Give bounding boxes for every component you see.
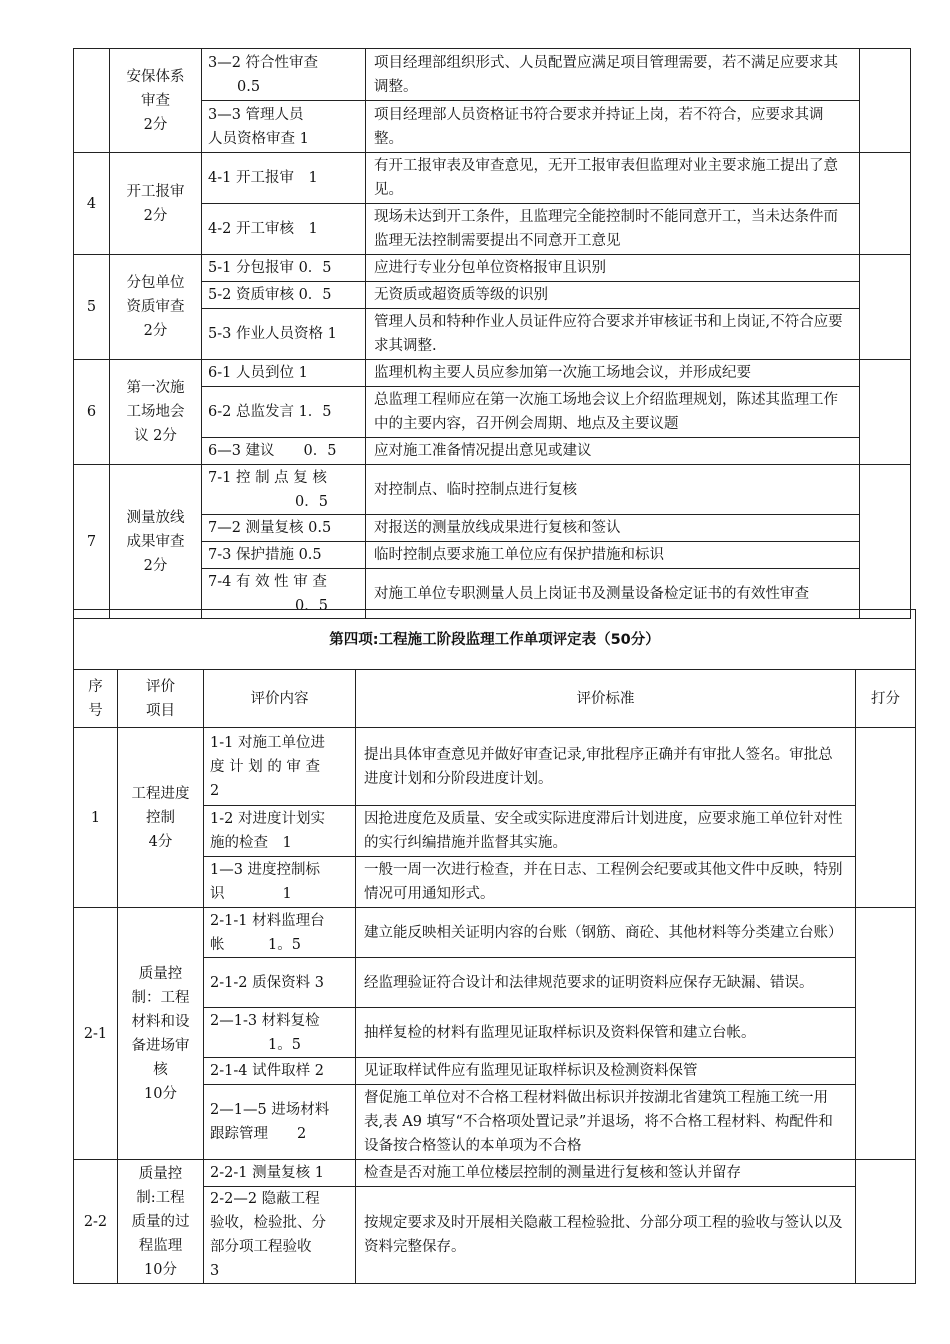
evaluation-content-line: 2-1-4 试件取样 2 [210,1063,324,1079]
evaluation-content-line: 2-1-1 材料监理台 [210,912,325,929]
evaluation-item-line: 分包单位 [126,275,185,291]
evaluation-item [110,255,202,360]
evaluation-item-line: 第一次施 [126,380,185,396]
evaluation-content [204,1085,356,1160]
evaluation-item-line: 2分 [143,207,168,224]
evaluation-item-line: 审查 [141,92,170,109]
header-item [118,670,204,728]
evaluation-content-line: 3—3 管理人员 [208,106,304,123]
evaluation-standard: 总监理工程师应在第一次施工场地会议上介绍监理规划，陈述其监理工作中的主要内容，召开例会周期、地点及主要议题 [366,387,860,438]
evaluation-item-line: 开工报审 [126,183,185,200]
evaluation-content-line: 识 1 [210,886,292,902]
evaluation-content-line: 2-2—2 隐蔽工程 [210,1191,320,1207]
evaluation-content-line: 1-1 对施工单位进 [210,734,325,751]
evaluation-standard: 应对施工准备情况提出意见或建议 [366,438,860,465]
row-number: 2-1 [74,908,118,1160]
evaluation-item-line: 成果审查 [126,533,185,550]
evaluation-item [110,360,202,465]
evaluation-content [202,465,366,515]
evaluation-content [204,806,356,857]
header-item-line: 项目 [146,702,175,719]
section3-body [74,49,911,619]
evaluation-standard: 检查是否对施工单位楼层控制的测量进行复核和签认并留存 [356,1160,856,1187]
evaluation-content-line: 度 计 划 的 审 查 [210,758,321,775]
row-number: 2-2 [74,1160,118,1284]
evaluation-content-line: 0.5 [208,78,261,95]
header-score: 打分 [856,670,916,728]
evaluation-content-line: 1-2 对进度计划实 [210,811,325,827]
score-cell[interactable] [860,360,911,465]
evaluation-standard: 抽样复检的材料有监理见证取样标识及资料保管和建立台帐。 [356,1008,856,1058]
evaluation-content-line: 验收，检验批、分 [210,1215,326,1231]
evaluation-standard: 无资质或超资质等级的识别 [366,282,860,309]
evaluation-content-line: 施的检查 1 [210,835,292,851]
evaluation-standard: 有开工报审表及审查意见，无开工报审表但监理对业主要求施工提出了意见。 [366,153,860,204]
evaluation-standard: 项目经理部组织形式、人员配置应满足项目管理需要，若不满足应要求其调整。 [366,49,860,101]
evaluation-item-line: 安保体系 [126,68,185,85]
evaluation-item-line: 2分 [143,323,168,339]
section4-body [74,610,916,1284]
table-row [74,728,916,806]
evaluation-content-line: 0．5 [208,597,328,614]
evaluation-item-line: 备进场审 [131,1037,190,1054]
row-number: 7 [74,465,110,619]
evaluation-item-line: 议 2分 [134,428,177,444]
evaluation-content-line: 1—3 进度控制标 [210,862,321,878]
evaluation-standard: 对控制点、临时控制点进行复核 [366,465,860,515]
evaluation-standard: 提出具体审查意见并做好审查记录,审批程序正确并有审批人签名。审批总进度计划和分阶段进度计划。 [356,728,856,806]
table-row [74,49,911,101]
table-row [74,360,911,387]
evaluation-standard: 建立能反映相关证明内容的台账（钢筋、商砼、其他材料等分类建立台账） [356,908,856,958]
evaluation-standard: 对报送的测量放线成果进行复核和签认 [366,515,860,542]
score-cell[interactable] [860,465,911,619]
evaluation-item-line: 程监理 [138,1237,183,1254]
evaluation-content-line: 0．5 [208,493,328,510]
evaluation-item-line: 测量放线 [126,509,185,526]
section4-table [73,609,916,1284]
evaluation-content [202,387,366,438]
evaluation-content [204,857,356,908]
evaluation-item-line: 10分 [144,1085,177,1102]
evaluation-content [202,101,366,153]
evaluation-item-line: 工场地会 [126,404,185,420]
evaluation-content [202,515,366,542]
evaluation-content [204,1187,356,1284]
evaluation-item-line: 4分 [148,833,173,850]
evaluation-content-line: 5-2 资质审核 0．5 [208,287,332,303]
evaluation-item [110,153,202,255]
evaluation-standard: 一般一周一次进行检查，并在日志、工程例会纪要或其他文件中反映，特别情况可用通知形式。 [356,857,856,908]
evaluation-content [202,49,366,101]
evaluation-content-line: 2—1-3 材料复检 [210,1012,320,1029]
evaluation-standard: 对施工单位专职测量人员上岗证书及测量设备检定证书的有效性审查 [366,569,860,619]
evaluation-content-line: 帐 1。5 [210,936,301,953]
evaluation-content [202,153,366,204]
header-no [74,670,118,728]
evaluation-item-line: 质量的过 [131,1213,190,1230]
evaluation-content [204,908,356,958]
row-number: 6 [74,360,110,465]
row-number: 5 [74,255,110,360]
evaluation-content [204,1058,356,1085]
evaluation-content-line: 跟踪管理 2 [210,1126,307,1142]
evaluation-item-line: 控制 [146,809,175,826]
evaluation-standard: 项目经理部人员资格证书符合要求并持证上岗，若不符合，应要求其调整。 [366,101,860,153]
evaluation-item-line: 制：工程 [131,989,190,1006]
evaluation-content [202,542,366,569]
header-content: 评价内容 [204,670,356,728]
evaluation-content-line: 5-3 作业人员资格 1 [208,326,337,342]
section4-header-row [74,670,916,728]
evaluation-standard: 现场未达到开工条件，且监理完全能控制时不能同意开工，当未达条件而监理无法控制需要提出不同意开工意见 [366,204,860,255]
evaluation-standard: 应进行专业分包单位资格报审且识别 [366,255,860,282]
evaluation-item-line: 2分 [143,557,168,574]
evaluation-item-line: 10分 [144,1261,177,1278]
row-number [74,49,110,153]
score-cell[interactable] [856,1160,916,1284]
evaluation-content-line: 4-2 开工审核 1 [208,221,318,237]
score-cell[interactable] [856,728,916,908]
section3-table [73,48,911,619]
evaluation-content-line: 7-3 保护措施 0.5 [208,547,322,563]
header-no-line: 号 [88,702,103,719]
evaluation-content-line: 4-1 开工报审 1 [208,170,318,186]
evaluation-item [118,908,204,1160]
evaluation-item-line: 工程进度 [131,785,190,802]
evaluation-content-line: 3 [210,1263,220,1279]
evaluation-standard: 临时控制点要求施工单位应有保护措施和标识 [366,542,860,569]
evaluation-content [202,282,366,309]
evaluation-item-line: 质量控 [138,1165,183,1182]
row-number: 1 [74,728,118,908]
evaluation-content-line: 6-2 总监发言 1．5 [208,404,332,420]
evaluation-item-line: 材料和设 [131,1013,190,1030]
evaluation-item [110,465,202,619]
evaluation-content [202,360,366,387]
evaluation-content-line: 6-1 人员到位 1 [208,365,308,381]
score-cell[interactable] [856,908,916,1160]
evaluation-item [118,1160,204,1284]
evaluation-content-line: 2—1—5 进场材料 [210,1102,330,1118]
evaluation-content-line: 1。5 [210,1036,301,1053]
evaluation-content-line: 部分项工程验收 [210,1239,312,1255]
header-item-line: 评价 [146,678,175,695]
evaluation-content-line: 7-4 有 效 性 审 查 [208,573,327,590]
evaluation-item-line: 核 [153,1061,168,1078]
evaluation-standard: 因抢进度危及质量、安全或实际进度滞后计划进度，应要求施工单位针对性的实行纠编措施并监督其实施。 [356,806,856,857]
evaluation-standard: 按规定要求及时开展相关隐蔽工程检验批、分部分项工程的验收与签认以及资料完整保存。 [356,1187,856,1284]
evaluation-standard: 督促施工单位对不合格工程材料做出标识并按湖北省建筑工程施工统一用表,表 A9 填写“不合格项处置记录”并退场，将不合格工程材料、构配件和设备按合格签认的本单项为不合格 [356,1085,856,1160]
evaluation-content-line: 人员资格审查 1 [208,130,309,147]
table-row [74,908,916,958]
header-no-line: 序 [88,678,103,695]
evaluation-content-line: 7—2 测量复核 0.5 [208,520,332,536]
table-row [74,465,911,515]
evaluation-content [202,309,366,360]
evaluation-content-line: 6—3 建议 0．5 [208,443,337,459]
evaluation-content-line: 2-2-1 测量复核 1 [210,1165,324,1181]
evaluation-standard: 经监理验证符合设计和法律规范要求的证明资料应保存无缺漏、错误。 [356,958,856,1008]
evaluation-content [204,958,356,1008]
table-row [74,153,911,204]
evaluation-item [118,728,204,908]
evaluation-content-line: 2 [210,782,220,799]
evaluation-content [204,728,356,806]
evaluation-item-line: 质量控 [138,965,183,982]
evaluation-content-line: 5-1 分包报审 0．5 [208,260,332,276]
evaluation-standard: 见证取样试件应有监理见证取样标识及检测资料保管 [356,1058,856,1085]
evaluation-item [110,49,202,153]
evaluation-content [202,204,366,255]
evaluation-content-line: 2-1-2 质保资料 3 [210,974,324,991]
table-row [74,255,911,282]
section4-title-row [74,610,916,670]
table-row [74,1160,916,1187]
evaluation-content [204,1160,356,1187]
evaluation-content-line: 3—2 符合性审查 [208,54,319,71]
header-standard: 评价标准 [356,670,856,728]
evaluation-content [202,438,366,465]
row-number: 4 [74,153,110,255]
evaluation-item-line: 2分 [143,116,168,133]
evaluation-content [202,255,366,282]
section4-title: 第四项:工程施工阶段监理工作单项评定表（50分） [74,610,916,670]
evaluation-item-line: 制:工程 [136,1189,185,1206]
score-cell[interactable] [860,255,911,360]
evaluation-content-line: 7-1 控 制 点 复 核 [208,469,327,486]
score-cell[interactable] [860,49,911,153]
evaluation-standard: 管理人员和特种作业人员证件应符合要求并审核证书和上岗证,不符合应要求其调整. [366,309,860,360]
evaluation-standard: 监理机构主要人员应参加第一次施工场地会议，并形成纪要 [366,360,860,387]
score-cell[interactable] [860,153,911,255]
evaluation-content [204,1008,356,1058]
evaluation-item-line: 资质审查 [126,299,185,315]
